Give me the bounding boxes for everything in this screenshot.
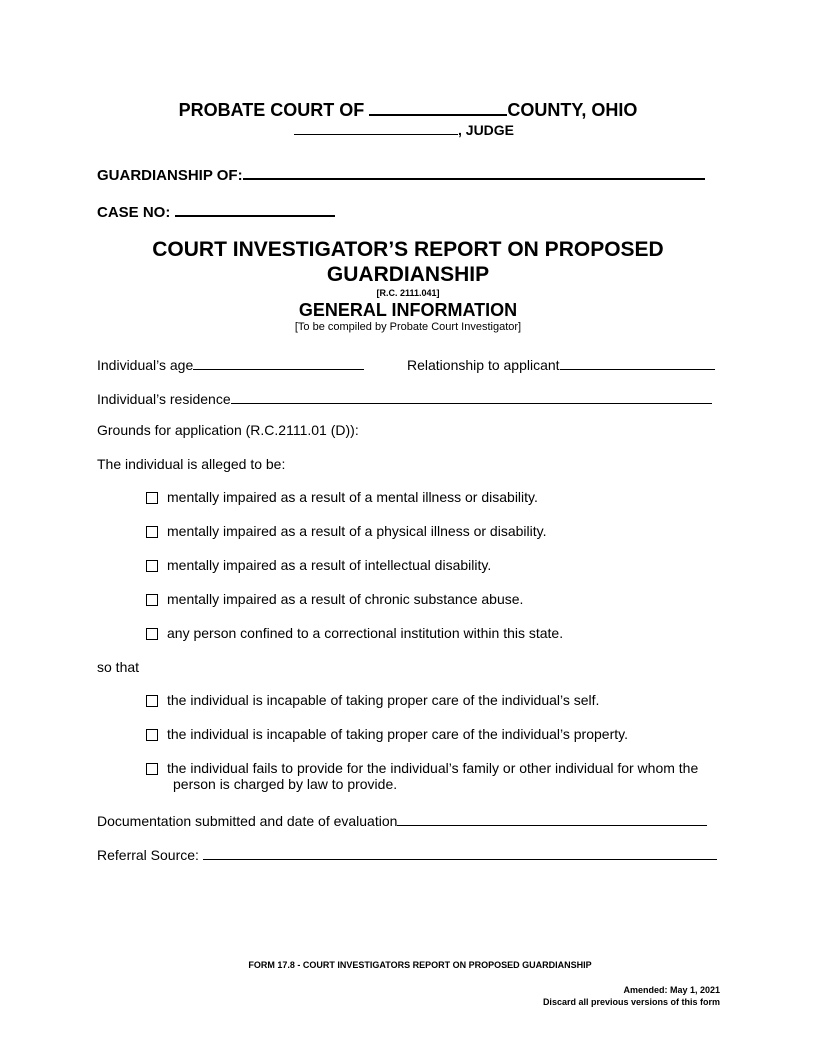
option-label: the individual fails to provide for the individual’s family or other individual for whom the <box>167 760 699 776</box>
footer-discard: Discard all previous versions of this form <box>542 997 720 1007</box>
option-label: mentally impaired as a result of a physical illness or disability. <box>167 523 547 539</box>
referral-blank[interactable] <box>203 844 717 860</box>
referral-label: Referral Source: <box>97 847 199 863</box>
case-label: CASE NO: <box>97 204 171 221</box>
checkbox[interactable] <box>146 560 158 572</box>
age-blank[interactable] <box>193 354 364 370</box>
so-that-label: so that <box>97 659 140 675</box>
so-that-option-self <box>146 692 599 708</box>
guardianship-label: GUARDIANSHIP OF: <box>97 167 243 184</box>
checkbox[interactable] <box>146 729 158 741</box>
age-label: Individual’s age <box>97 357 194 373</box>
option-label: mentally impaired as a result of chronic substance abuse. <box>167 591 524 607</box>
county-blank[interactable] <box>369 97 507 116</box>
alleged-option-physical-illness <box>146 523 546 539</box>
alleged-option-mental-illness <box>146 489 538 505</box>
checkbox[interactable] <box>146 763 158 775</box>
so-that-option-family-continued: person is charged by law to provide. <box>173 776 398 792</box>
checkbox[interactable] <box>146 594 158 606</box>
county-suffix: COUNTY, OHIO <box>507 100 638 120</box>
option-label: the individual is incapable of taking proper care of the individual’s property. <box>167 726 628 742</box>
judge-suffix: , JUDGE <box>458 122 515 138</box>
judge-blank[interactable] <box>294 120 458 135</box>
alleged-option-substance-abuse <box>146 591 523 607</box>
grounds-label: Grounds for application (R.C.2111.01 (D)): <box>97 422 359 438</box>
checkbox[interactable] <box>146 628 158 640</box>
age-line <box>97 354 364 373</box>
so-that-option-family <box>146 760 698 776</box>
footer-amended: Amended: May 1, 2021 <box>623 985 720 995</box>
instruction-note: [To be compiled by Probate Court Investigator] <box>294 321 522 333</box>
alleged-label: The individual is alleged to be: <box>97 456 286 472</box>
case-no-blank[interactable] <box>175 200 335 217</box>
footer-form-name: FORM 17.8 - COURT INVESTIGATORS REPORT ON PROPOSED GUARDIANSHIP <box>248 960 592 970</box>
option-label: mentally impaired as a result of intellectual disability. <box>167 557 492 573</box>
judge-line <box>294 120 514 138</box>
court-header <box>0 97 816 121</box>
report-title-line1: COURT INVESTIGATOR’S REPORT ON PROPOSED <box>152 238 664 261</box>
relationship-label: Relationship to applicant <box>407 357 560 373</box>
option-label: the individual is incapable of taking proper care of the individual’s self. <box>167 692 600 708</box>
referral-line <box>97 844 717 863</box>
checkbox[interactable] <box>146 526 158 538</box>
documentation-label: Documentation submitted and date of evaluation <box>97 813 398 829</box>
report-title-line2: GUARDIANSHIP <box>326 263 490 286</box>
residence-blank[interactable] <box>231 388 712 404</box>
court-prefix: PROBATE COURT OF <box>178 100 365 120</box>
alleged-option-confined <box>146 625 563 641</box>
documentation-blank[interactable] <box>397 810 707 826</box>
checkbox[interactable] <box>146 695 158 707</box>
guardianship-blank[interactable] <box>243 163 705 180</box>
so-that-option-property <box>146 726 628 742</box>
relationship-line <box>407 354 715 373</box>
option-label: mentally impaired as a result of a mental illness or disability. <box>167 489 538 505</box>
option-label: any person confined to a correctional institution within this state. <box>167 625 564 641</box>
alleged-option-intellectual-disability <box>146 557 491 573</box>
documentation-line <box>97 810 707 829</box>
guardianship-of-line <box>97 163 705 184</box>
residence-line <box>97 388 712 407</box>
residence-label: Individual’s residence <box>97 391 231 407</box>
section-heading: GENERAL INFORMATION <box>298 300 518 320</box>
relationship-blank[interactable] <box>560 354 715 370</box>
checkbox[interactable] <box>146 492 158 504</box>
statute-citation: [R.C. 2111.041] <box>376 288 440 298</box>
case-no-line <box>97 200 335 221</box>
